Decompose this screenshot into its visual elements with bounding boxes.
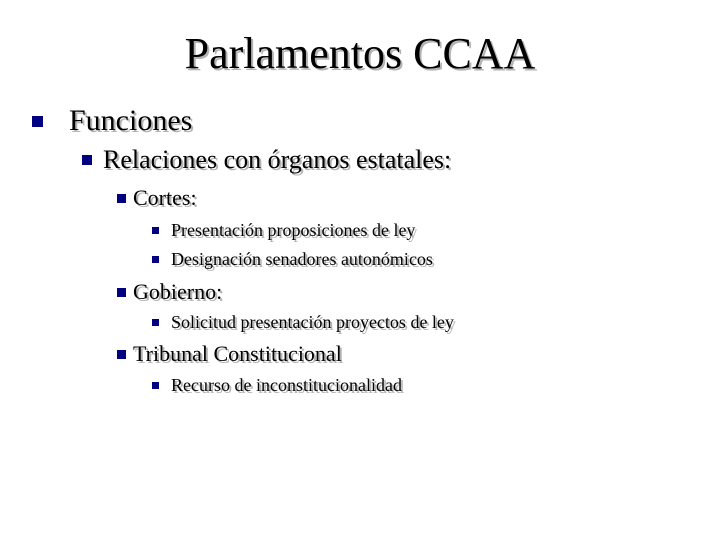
square-bullet-icon xyxy=(152,256,159,263)
square-bullet-icon xyxy=(152,319,159,326)
bullet-item-solicitud xyxy=(152,309,454,335)
bullet-item-recurso xyxy=(152,372,402,398)
square-bullet-icon xyxy=(117,350,126,359)
bullet-item-relaciones xyxy=(82,143,451,177)
bullet-text: Relaciones con órganos estatales: xyxy=(103,145,452,174)
bullet-text: Funciones xyxy=(69,104,193,137)
bullet-text: Solicitud presentación proyectos de ley xyxy=(171,311,454,332)
bullet-text: Designación senadores autonómicos xyxy=(171,248,433,269)
square-bullet-icon xyxy=(32,116,43,127)
bullet-text: Presentación proposiciones de ley xyxy=(171,219,416,240)
square-bullet-icon xyxy=(152,382,159,389)
bullet-item-tribunal xyxy=(117,339,342,369)
bullet-item-presentacion xyxy=(152,217,415,243)
bullet-item-cortes xyxy=(117,183,197,213)
square-bullet-icon xyxy=(152,227,159,234)
square-bullet-icon xyxy=(117,194,126,203)
bullet-item-funciones xyxy=(32,103,192,139)
bullet-text: Tribunal Constitucional xyxy=(133,341,342,366)
bullet-item-designacion xyxy=(152,246,433,272)
bullet-text: Gobierno: xyxy=(133,279,223,304)
slide-title: Parlamentos CCAA xyxy=(184,29,536,78)
square-bullet-icon xyxy=(117,288,126,297)
square-bullet-icon xyxy=(82,155,92,165)
bullet-text: Cortes: xyxy=(133,185,197,210)
bullet-text: Recurso de inconstitucionalidad xyxy=(171,374,402,395)
bullet-item-gobierno xyxy=(117,277,222,307)
